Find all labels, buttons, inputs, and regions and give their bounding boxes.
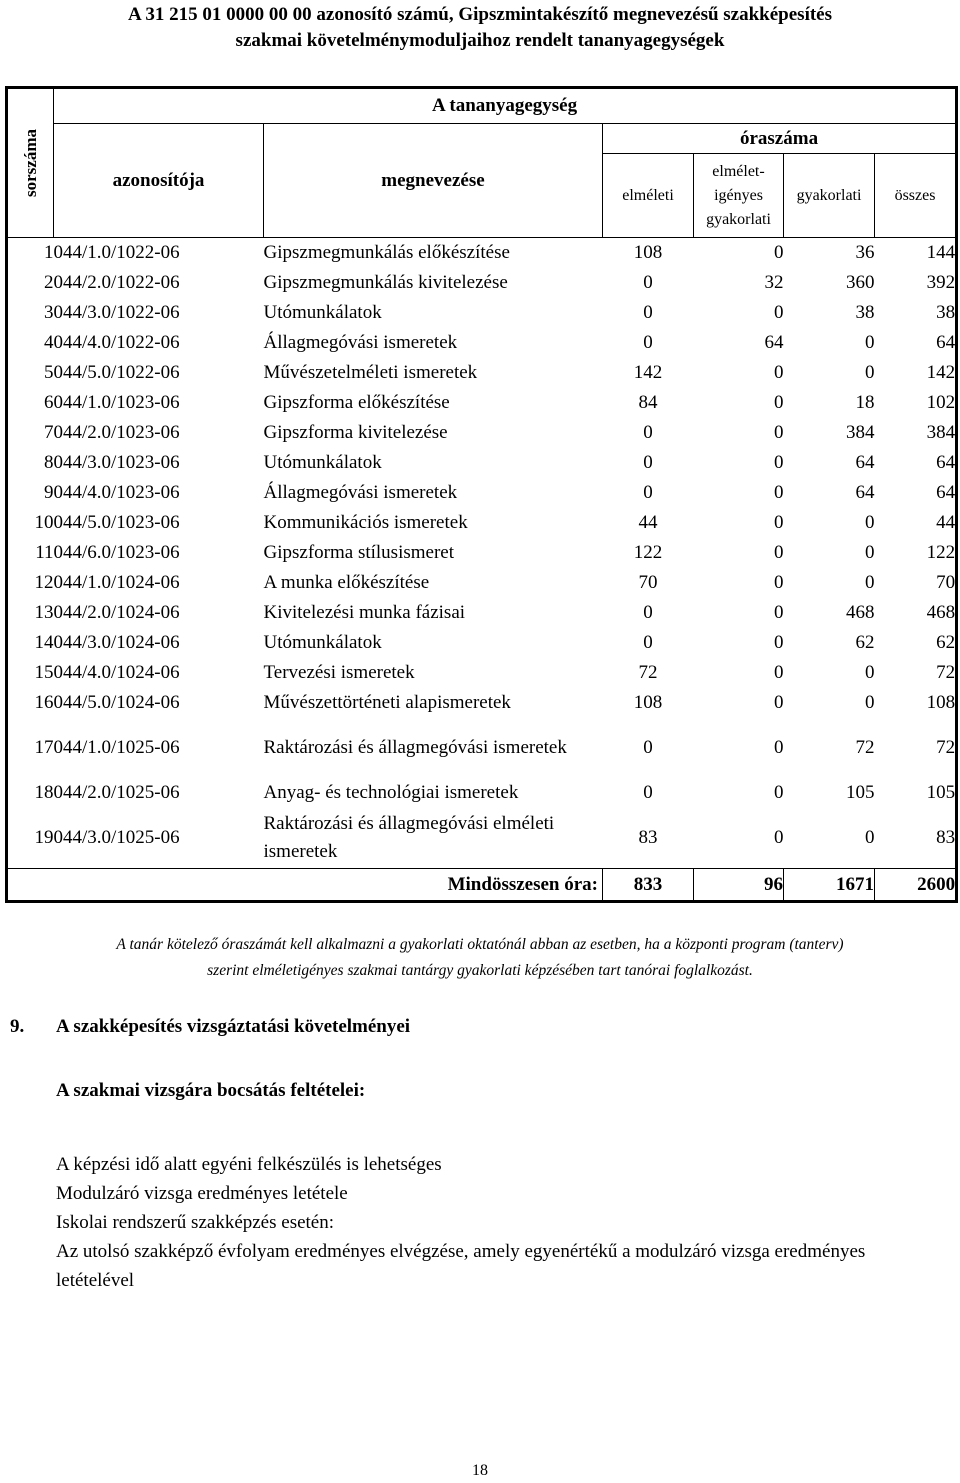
- row-osszes: 122: [926, 542, 956, 563]
- row-sorszam: 8: [44, 452, 54, 473]
- total-osszes: 2600: [875, 869, 957, 902]
- section-title: A szakképesítés vizsgáztatási követelményei: [56, 1016, 411, 1037]
- section-heading: [10, 1016, 410, 1038]
- row-megnevezes: Raktározási és állagmegóvási ismeretek: [263, 737, 567, 758]
- row-azonosito: 044/2.0/1022-06: [53, 272, 180, 293]
- row-azonosito: 044/1.0/1024-06: [53, 572, 180, 593]
- row-megnevezes: Anyag- és technológiai ismeretek: [263, 782, 519, 803]
- condition-item: A képzési idő alatt egyéni felkészülés is lehetséges: [56, 1154, 442, 1175]
- row-megnevezes: A munka előkészítése: [263, 572, 430, 593]
- row-sorszam: 11: [35, 542, 54, 563]
- condition-item: Iskolai rendszerű szakképzés esetén:: [56, 1212, 335, 1233]
- row-gyakorlati: 18: [855, 392, 875, 413]
- row-azonosito: 044/3.0/1022-06: [53, 302, 180, 323]
- row-elmeleti: 0: [643, 272, 653, 293]
- header-tananyagegyseg: A tananyagegység: [54, 88, 957, 124]
- row-elmeletigenyes: 0: [774, 512, 784, 533]
- row-elmeletigenyes: 0: [774, 827, 784, 848]
- row-gyakorlati: 64: [855, 452, 875, 473]
- row-osszes: 38: [936, 302, 956, 323]
- row-osszes: 384: [926, 422, 956, 443]
- row-elmeleti: 70: [638, 572, 658, 593]
- row-gyakorlati: 0: [865, 362, 875, 383]
- row-sorszam: 9: [44, 482, 54, 503]
- row-gyakorlati: 64: [855, 482, 875, 503]
- row-gyakorlati: 0: [865, 332, 875, 353]
- row-gyakorlati: 0: [865, 572, 875, 593]
- title-line-1: A 31 215 01 0000 00 00 azonosító számú, Gipszmintakészítő megnevezésű szakképesítés: [127, 4, 833, 25]
- row-azonosito: 044/2.0/1023-06: [53, 422, 180, 443]
- row-azonosito: 044/3.0/1024-06: [53, 632, 180, 653]
- row-osszes: 102: [926, 392, 956, 413]
- row-sorszam: 13: [34, 602, 54, 623]
- row-elmeleti: 0: [643, 482, 653, 503]
- row-azonosito: 044/5.0/1023-06: [53, 512, 180, 533]
- row-elmeleti: 84: [638, 392, 658, 413]
- row-elmeletigenyes: 0: [774, 392, 784, 413]
- row-azonosito: 044/5.0/1022-06: [53, 362, 180, 383]
- row-megnevezes: Állagmegóvási ismeretek: [263, 482, 458, 503]
- row-osszes: 144: [926, 242, 956, 263]
- table-row: [7, 328, 957, 358]
- row-sorszam: 14: [34, 632, 54, 653]
- row-gyakorlati: 0: [865, 542, 875, 563]
- row-megnevezes: Tervezési ismeretek: [263, 662, 415, 683]
- title-line-2: szakmai követelménymoduljaihoz rendelt tananyagegységek: [235, 30, 725, 51]
- row-elmeleti: 44: [638, 512, 658, 533]
- row-sorszam: 17: [34, 737, 54, 758]
- row-elmeletigenyes: 0: [774, 692, 784, 713]
- row-azonosito: 044/2.0/1025-06: [53, 782, 180, 803]
- total-label: Mindösszesen óra:: [7, 869, 603, 902]
- row-osszes: 142: [926, 362, 956, 383]
- curriculum-table: [5, 86, 958, 903]
- row-elmeleti: 0: [643, 602, 653, 623]
- header-megnevezese: megnevezése: [264, 124, 603, 238]
- table-row: [7, 238, 957, 269]
- row-sorszam: 7: [44, 422, 54, 443]
- row-gyakorlati: 0: [865, 512, 875, 533]
- table-row: [7, 718, 957, 778]
- row-elmeleti: 0: [643, 632, 653, 653]
- footnote-line-2: szerint elméletigényes szakmai tantárgy gyakorlati képzésében tart tanórai foglalkozást.: [207, 962, 753, 979]
- row-gyakorlati: 468: [846, 602, 875, 623]
- row-gyakorlati: 360: [846, 272, 875, 293]
- table-row: [7, 388, 957, 418]
- header-azonositoja: azonosítója: [54, 124, 264, 238]
- table-row: [7, 658, 957, 688]
- row-elmeleti: 0: [643, 452, 653, 473]
- row-elmeletigenyes: 0: [774, 782, 784, 803]
- row-azonosito: 044/4.0/1024-06: [53, 662, 180, 683]
- table-row: [7, 418, 957, 448]
- row-osszes: 62: [936, 632, 956, 653]
- row-elmeleti: 142: [633, 362, 663, 383]
- row-osszes: 64: [936, 332, 956, 353]
- row-azonosito: 044/2.0/1024-06: [53, 602, 180, 623]
- table-row: [7, 358, 957, 388]
- header-oraszama: óraszáma: [603, 124, 957, 154]
- row-megnevezes: Kivitelezési munka fázisai: [263, 602, 466, 623]
- row-megnevezes: Utómunkálatok: [263, 452, 382, 473]
- row-elmeleti: 83: [638, 827, 658, 848]
- row-azonosito: 044/1.0/1023-06: [53, 392, 180, 413]
- row-elmeletigenyes: 0: [774, 422, 784, 443]
- page-number: 18: [472, 1462, 488, 1479]
- row-elmeletigenyes: 0: [774, 572, 784, 593]
- table-row: [7, 808, 957, 869]
- row-gyakorlati: 105: [846, 782, 875, 803]
- row-megnevezes: Állagmegóvási ismeretek: [263, 332, 458, 353]
- row-sorszam: 15: [34, 662, 54, 683]
- row-gyakorlati: 36: [855, 242, 875, 263]
- row-elmeleti: 0: [643, 332, 653, 353]
- row-azonosito: 044/1.0/1022-06: [53, 242, 180, 263]
- row-elmeletigenyes: 0: [774, 662, 784, 683]
- row-sorszam: 5: [44, 362, 54, 383]
- row-elmeletigenyes: 0: [774, 602, 784, 623]
- row-sorszam: 2: [44, 272, 54, 293]
- table-body: [7, 238, 957, 869]
- row-osszes: 44: [936, 512, 956, 533]
- row-elmeleti: 108: [633, 692, 663, 713]
- row-azonosito: 044/4.0/1023-06: [53, 482, 180, 503]
- table-row: [7, 508, 957, 538]
- row-azonosito: 044/3.0/1023-06: [53, 452, 180, 473]
- row-elmeleti: 108: [633, 242, 663, 263]
- row-megnevezes: Raktározási és állagmegóvási elméleti ismeretek: [263, 813, 555, 862]
- row-osszes: 64: [936, 482, 956, 503]
- row-elmeleti: 72: [638, 662, 658, 683]
- row-osszes: 64: [936, 452, 956, 473]
- row-elmeleti: 0: [643, 302, 653, 323]
- row-megnevezes: Utómunkálatok: [263, 632, 382, 653]
- row-sorszam: 3: [44, 302, 54, 323]
- row-elmeleti: 122: [633, 542, 663, 563]
- row-osszes: 72: [936, 662, 956, 683]
- row-osszes: 468: [926, 602, 956, 623]
- header-elmeleti: elméleti: [603, 154, 694, 238]
- total-elmeleti: 833: [603, 869, 694, 902]
- footnote-line-1: A tanár kötelező óraszámát kell alkalmazni a gyakorlati oktatónál abban az esetben, ha a központi program (tanterv): [116, 936, 844, 953]
- row-megnevezes: Gipszforma kivitelezése: [263, 422, 448, 443]
- table-row: [7, 568, 957, 598]
- row-elmeletigenyes: 0: [774, 632, 784, 653]
- row-megnevezes: Művészettörténeti alapismeretek: [263, 692, 511, 713]
- row-azonosito: 044/5.0/1024-06: [53, 692, 180, 713]
- row-sorszam: 12: [34, 572, 54, 593]
- row-megnevezes: Gipszmegmunkálás kivitelezése: [263, 272, 508, 293]
- row-sorszam: 19: [34, 827, 54, 848]
- table-row: [7, 268, 957, 298]
- table-row: [7, 598, 957, 628]
- row-megnevezes: Gipszforma stílusismeret: [263, 542, 454, 563]
- row-sorszam: 18: [34, 782, 54, 803]
- row-elmeletigenyes: 32: [764, 272, 784, 293]
- row-gyakorlati: 384: [846, 422, 875, 443]
- table-row: [7, 538, 957, 568]
- row-sorszam: 10: [34, 512, 54, 533]
- row-gyakorlati: 62: [855, 632, 875, 653]
- header-sorszama: sorszáma: [7, 88, 54, 238]
- row-megnevezes: Gipszforma előkészítése: [263, 392, 450, 413]
- document-title: [0, 2, 960, 54]
- header-elmeletigenyes-gyakorlati: elmélet- igényes gyakorlati: [694, 154, 784, 238]
- row-sorszam: 6: [44, 392, 54, 413]
- header-gyakorlati: gyakorlati: [784, 154, 875, 238]
- row-osszes: 70: [936, 572, 956, 593]
- row-megnevezes: Gipszmegmunkálás előkészítése: [263, 242, 510, 263]
- table-row: [7, 298, 957, 328]
- total-row: [7, 869, 957, 902]
- row-megnevezes: Kommunikációs ismeretek: [263, 512, 468, 533]
- table-row: [7, 448, 957, 478]
- row-sorszam: 1: [44, 242, 54, 263]
- row-elmeletigenyes: 0: [774, 452, 784, 473]
- row-elmeletigenyes: 0: [774, 482, 784, 503]
- row-elmeletigenyes: 0: [774, 737, 784, 758]
- row-gyakorlati: 0: [865, 662, 875, 683]
- table-row: [7, 688, 957, 718]
- condition-item: Az utolsó szakképző évfolyam eredményes elvégzése, amely egyenértékű a modulzáró vizsga eredményes letételével: [56, 1241, 866, 1291]
- row-elmeletigenyes: 0: [774, 242, 784, 263]
- row-elmeleti: 0: [643, 422, 653, 443]
- total-elmeletigenyes: 96: [694, 869, 784, 902]
- row-elmeletigenyes: 64: [764, 332, 784, 353]
- row-gyakorlati: 0: [865, 692, 875, 713]
- row-sorszam: 4: [44, 332, 54, 353]
- row-gyakorlati: 72: [855, 737, 875, 758]
- row-sorszam: 16: [34, 692, 54, 713]
- conditions-list: [56, 1150, 936, 1295]
- row-elmeleti: 0: [643, 737, 653, 758]
- row-megnevezes: Művészetelméleti ismeretek: [263, 362, 478, 383]
- table-row: [7, 628, 957, 658]
- row-osszes: 83: [936, 827, 956, 848]
- condition-item: Modulzáró vizsga eredményes letétele: [56, 1183, 348, 1204]
- row-osszes: 72: [936, 737, 956, 758]
- row-elmeletigenyes: 0: [774, 302, 784, 323]
- row-azonosito: 044/1.0/1025-06: [53, 737, 180, 758]
- row-azonosito: 044/6.0/1023-06: [53, 542, 180, 563]
- row-osszes: 105: [926, 782, 956, 803]
- row-osszes: 108: [926, 692, 956, 713]
- row-elmeletigenyes: 0: [774, 362, 784, 383]
- table-row: [7, 778, 957, 808]
- footnote: [0, 932, 960, 984]
- total-gyakorlati: 1671: [784, 869, 875, 902]
- header-osszes: összes: [875, 154, 957, 238]
- row-azonosito: 044/4.0/1022-06: [53, 332, 180, 353]
- row-osszes: 392: [926, 272, 956, 293]
- row-azonosito: 044/3.0/1025-06: [53, 827, 180, 848]
- row-gyakorlati: 38: [855, 302, 875, 323]
- row-elmeleti: 0: [643, 782, 653, 803]
- table-row: [7, 478, 957, 508]
- row-gyakorlati: 0: [865, 827, 875, 848]
- row-megnevezes: Utómunkálatok: [263, 302, 382, 323]
- row-elmeletigenyes: 0: [774, 542, 784, 563]
- subheading: A szakmai vizsgára bocsátás feltételei:: [56, 1080, 366, 1101]
- section-number: 9.: [10, 1016, 25, 1037]
